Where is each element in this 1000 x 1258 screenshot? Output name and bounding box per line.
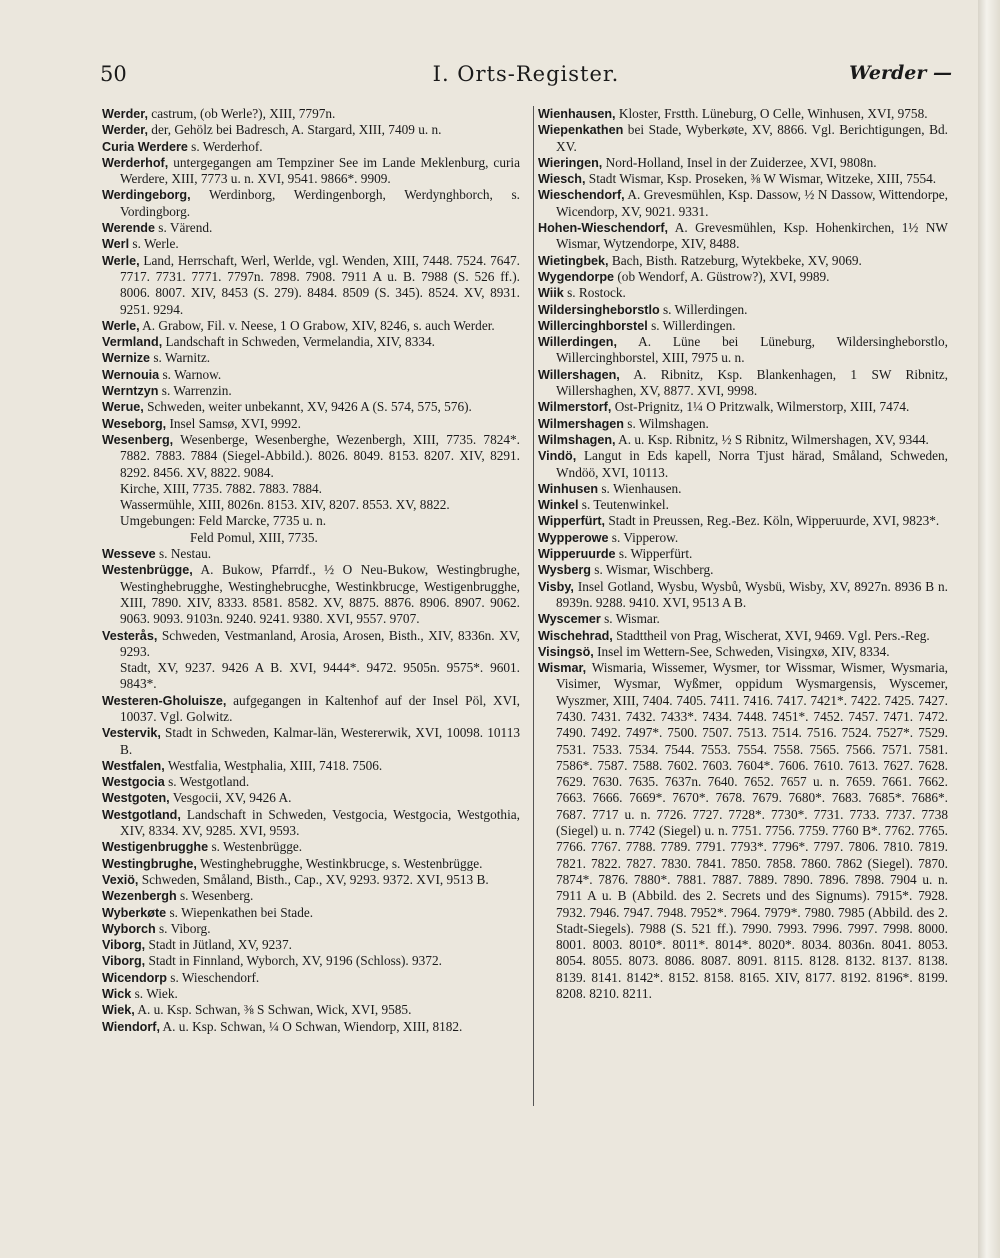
entry-text: A. Grevesmühlen, Ksp. Hohenkirchen, 1½ NW Wismar, Wytzendorpe, XIV, 8488. [556, 220, 948, 252]
register-entry [102, 432, 520, 481]
entry-text: A. Lüne bei Lüneburg, Wildersingheborstlo, Willercinghborstel, XIII, 7975 u. n. [556, 334, 948, 366]
entry-headword: Werder, [102, 107, 148, 121]
running-head: Werder — [849, 62, 952, 84]
entry-text: A. u. Ksp. Ribnitz, ½ S Ribnitz, Wilmershagen, XV, 9344. [615, 431, 929, 447]
entry-text: Umgebungen: Feld Marcke, 7735 u. n. [120, 513, 327, 529]
entry-text: Feld Pomul, XIII, 7735. [190, 529, 318, 545]
entry-headword: Westigenbrugghe [102, 840, 209, 855]
entry-text: s. Rostock. [563, 285, 626, 301]
register-entry [102, 1019, 520, 1035]
page-header [100, 62, 952, 96]
entry-text: s. Wieschendorf. [166, 969, 260, 985]
register-entry [538, 579, 948, 612]
page-number: 50 [100, 62, 127, 86]
entry-text: s. Willerdingen. [647, 317, 736, 333]
entry-text: s. Warnow. [159, 366, 222, 382]
entry-headword: Wick [102, 987, 132, 1002]
left-column [102, 106, 520, 1035]
entry-headword: Wiek, [102, 1003, 135, 1018]
register-entry [102, 758, 520, 774]
register-entry [102, 253, 520, 318]
register-entry [538, 432, 948, 448]
entry-headword: Werle, [102, 318, 140, 333]
register-entry [102, 986, 520, 1002]
register-entry [102, 350, 520, 366]
entry-text: s. Wismar, Wischberg. [590, 562, 714, 578]
register-entry [538, 269, 948, 285]
entry-headword: Wysberg [538, 563, 591, 578]
register-entry [102, 416, 520, 432]
register-entry [102, 383, 520, 399]
entry-headword: Werende [102, 221, 155, 236]
register-entry [102, 660, 520, 693]
entry-text: Landschaft in Schweden, Vermelandia, XIV, 8334. [162, 334, 435, 350]
register-entry [102, 807, 520, 840]
right-column [538, 106, 948, 1002]
entry-text: Westinghebrugghe, Westinkbrucge, s. Westenbrügge. [196, 855, 483, 871]
register-entry [102, 921, 520, 937]
page-edge [978, 0, 1000, 1258]
entry-headword: Vestervik, [102, 726, 161, 741]
entry-text: Schweden, weiter unbekannt, XV, 9426 A (S. 574, 575, 576). [143, 399, 472, 415]
column-divider [533, 106, 534, 1106]
register-entry [538, 628, 948, 644]
entry-text: bei Stade, Wyberkøte, XV, 8866. Vgl. Berichtigungen, Bd. XV. [556, 122, 948, 154]
entry-text: s. Westenbrügge. [208, 839, 303, 855]
entry-headword: Wieschendorf, [538, 188, 625, 203]
entry-text: Insel im Wettern-See, Schweden, Visingxø, XIV, 8334. [593, 643, 890, 659]
entry-text: Insel Samsø, XVI, 9992. [166, 415, 301, 431]
register-entry [538, 187, 948, 220]
register-entry [538, 106, 948, 122]
register-entry [538, 399, 948, 415]
entry-headword: Werle, [102, 253, 140, 268]
entry-text: Kloster, Frstth. Lüneburg, O Celle, Winhusen, XVI, 9758. [615, 106, 928, 121]
entry-text: s. Wismar. [600, 611, 660, 627]
entry-headword: Wyscemer [538, 612, 601, 627]
entry-headword: Westenbrügge, [102, 563, 193, 578]
entry-text: s. Värend. [154, 220, 213, 236]
entry-headword: Wesenberg, [102, 432, 174, 447]
register-entry [102, 562, 520, 627]
entry-headword: Westgoten, [102, 791, 170, 806]
entry-headword: Weseborg, [102, 416, 167, 431]
entry-text: s. Werderhof. [187, 138, 263, 154]
register-entry [102, 220, 520, 236]
entry-text: s. Werle. [129, 236, 179, 252]
register-entry [538, 367, 948, 400]
entry-text: Insel Gotland, Wysbu, Wysbů, Wysbü, Wisby, XV, 8927n. 8936 B n. 8939n. 9288. 9410. XVI, 9513 A B. [556, 578, 948, 610]
entry-headword: Wildersingheborstlo [538, 302, 660, 317]
entry-headword: Wiesch, [538, 172, 586, 187]
register-entry [538, 220, 948, 253]
register-entry [538, 416, 948, 432]
register-entry [102, 497, 520, 513]
register-entry [102, 513, 520, 529]
entry-headword: Werue, [102, 400, 144, 415]
register-entry [102, 839, 520, 855]
entry-headword: Winkel [538, 498, 579, 513]
register-entry [102, 122, 520, 138]
entry-text: Langut in Eds kapell, Norra Tjust härad, Småland, Schweden, Wndöö, XVI, 10113. [556, 448, 948, 480]
register-entry [102, 155, 520, 188]
register-entry [102, 367, 520, 383]
entry-headword: Viborg, [102, 938, 146, 953]
register-entry [102, 399, 520, 415]
entry-headword: Wipperuurde [538, 547, 616, 562]
register-entry [102, 953, 520, 969]
entry-headword: Werntzyn [102, 384, 159, 399]
entry-headword: Westeren-Gholuisze, [102, 693, 227, 708]
entry-headword: Wesseve [102, 547, 156, 562]
entry-text: Bach, Bisth. Ratzeburg, Wytekbeke, XV, 9069. [608, 252, 862, 268]
entry-text: s. Warnitz. [150, 350, 211, 366]
entry-text: s. Wiepenkathen bei Stade. [166, 904, 314, 920]
entry-text: castrum, (ob Werle?), XIII, 7797n. [147, 106, 336, 121]
register-entry [102, 774, 520, 790]
entry-text: Nord-Holland, Insel in der Zuiderzee, XVI, 9808n. [602, 154, 877, 170]
register-entry [538, 513, 948, 529]
entry-headword: Werderhof, [102, 155, 169, 170]
entry-headword: Wyborch [102, 921, 156, 936]
entry-headword: Curia Werdere [102, 139, 188, 154]
entry-text: s. Westgotland. [164, 774, 250, 790]
entry-headword: Willerdingen, [538, 335, 617, 350]
register-entry [538, 530, 948, 546]
entry-headword: Westfalen, [102, 758, 165, 773]
entry-headword: Wieringen, [538, 155, 603, 170]
entry-text: Wassermühle, XIII, 8026n. 8153. XIV, 8207. 8553. XV, 8822. [120, 497, 450, 513]
entry-headword: Wilmershagen [538, 416, 624, 431]
entry-headword: Vindö, [538, 449, 577, 464]
section-title: I. Orts-Register. [432, 62, 620, 86]
register-entry [538, 122, 948, 155]
entry-headword: Wienhausen, [538, 107, 616, 121]
register-entry [538, 334, 948, 367]
entry-text: s. Wienhausen. [598, 480, 682, 496]
entry-headword: Visby, [538, 579, 574, 594]
entry-text: untergegangen am Tempziner See im Lande Meklenburg, curia Werdere, XIII, 7773 u. n. XVI, 9541. 9866*. 9909. [120, 154, 520, 187]
register-entry [102, 530, 520, 546]
register-entry [102, 905, 520, 921]
entry-text: A. u. Ksp. Schwan, ⅜ S Schwan, Wick, XVI, 9585. [134, 1002, 412, 1018]
entry-text: Wesenberge, Wesenberghe, Wezenbergh, XIII, 7735. 7824*. 7882. 7883. 7884 (Siegel-Abbild.). 8026. 8049. 8153. 8207. XIV, 8291. 8292. 8456. XV, 8822. 9084. [120, 431, 520, 480]
entry-headword: Westgocia [102, 775, 165, 790]
register-entry [102, 937, 520, 953]
entry-headword: Vesterås, [102, 628, 158, 643]
register-entry [102, 334, 520, 350]
entry-text: Stadt in Jütland, XV, 9237. [145, 937, 292, 953]
entry-headword: Wezenbergh [102, 889, 177, 904]
register-entry [102, 546, 520, 562]
entry-text: s. Teutenwinkel. [578, 497, 669, 513]
entry-text: s. Viborg. [155, 920, 211, 936]
entry-text: Werdinborg, Werdingenborgh, Werdynghborch, s. Vordingborg. [120, 187, 520, 219]
entry-headword: Werder, [102, 123, 148, 138]
entry-text: Stadt, XV, 9237. 9426 A B. XVI, 9444*. 9472. 9505n. 9575*. 9601. 9843*. [120, 660, 520, 692]
register-entry [102, 139, 520, 155]
entry-headword: Wiepenkathen [538, 123, 624, 138]
entry-text: s. Wesenberg. [176, 888, 254, 904]
entry-text: s. Wiek. [131, 986, 178, 1002]
entry-headword: Vermland, [102, 335, 163, 350]
entry-text: Schweden, Vestmanland, Arosia, Arosen, Bisth., XIV, 8336n. XV, 9293. [120, 627, 520, 659]
entry-headword: Willershagen, [538, 367, 620, 382]
register-entry [102, 236, 520, 252]
entry-headword: Wicendorp [102, 970, 167, 985]
entry-headword: Hohen-Wieschendorf, [538, 221, 669, 236]
register-entry [538, 660, 948, 1002]
entry-headword: Visingsö, [538, 644, 594, 659]
entry-headword: Wyberkøte [102, 905, 167, 920]
register-entry [102, 187, 520, 220]
entry-text: s. Wilmshagen. [623, 415, 709, 431]
register-entry [538, 448, 948, 481]
register-entry [102, 693, 520, 726]
entry-text: Westfalia, Westphalia, XIII, 7418. 7506. [164, 757, 383, 773]
entry-headword: Westingbrughe, [102, 856, 197, 871]
register-entry [102, 888, 520, 904]
register-entry [538, 481, 948, 497]
register-entry [102, 790, 520, 806]
entry-text: A. u. Ksp. Schwan, ¼ O Schwan, Wiendorp, XIII, 8182. [159, 1018, 463, 1034]
entry-text: Stadt Wismar, Ksp. Proseken, ⅜ W Wismar, Witzeke, XIII, 7554. [585, 171, 937, 187]
register-entry [102, 481, 520, 497]
entry-text: Landschaft in Schweden, Vestgocia, Westgocia, Westgothia, XIV, 8334. XV, 9285. XVI, 9593. [120, 806, 520, 839]
entry-text: Kirche, XIII, 7735. 7882. 7883. 7884. [120, 480, 323, 496]
register-entry [538, 497, 948, 513]
entry-text: s. Vipperow. [608, 529, 679, 545]
register-entry [538, 611, 948, 627]
entry-text: aufgegangen in Kaltenhof auf der Insel Pöl, XVI, 10037. Vgl. Golwitz. [120, 692, 520, 724]
entry-headword: Wilmshagen, [538, 432, 616, 447]
entry-headword: Wiik [538, 286, 564, 301]
entry-headword: Werdingeborg, [102, 188, 191, 203]
entry-text: (ob Wendorf, A. Güstrow?), XVI, 9989. [614, 268, 830, 284]
entry-text: Wismaria, Wissemer, Wysmer, tor Wissmar, Wismer, Wysmaria, Visimer, Wysmar, Wyßmer, oppidum Wysmargensis, Wyscemer, Wyszmer, XIII, 7404. 7405. 7411. 7416. 7417. 7421*. 7422. 7425. 7427. 7430. 7431. 7432. 7433*. 7434. 7448. 7451*. 7452. 7457. 7471. 7472. 7490. 7492. 7497*. 7500. 7507. 7513. 7514. 7516. 7524. 7527*. 7529. 7531. 7533. 7534. 7544. 7553. 7554. 7558. 7565. 7566. 7571. 7581. 7586*. 7587. 7588. 7602. 7603. 7604*. 7606. 7610. 7613. 7627. 7628. 7629. 7630. 7635. 7637n. 7640. 7652. 7657 u. n. 7659. 7661. 7662. 7663. 7666. 7669*. 7670*. 7678. 7679. 7680*. 7683. 7685*. 7686*. 7687. 7717 u. n. 7726. 7727. 7728*. 7730*. 7731. 7733. 7737. 7738 (Siegel) u. n. 7742 (Siegel) u. n. 7751. 7756. 7759. 7760 B*. 7762. 7765. 7766. 7767. 7788. 7789. 7791. 7793*. 7796*. 7797. 7806. 7810. 7819. 7821. 7822. 7827. 7830. 7841. 7850. 7858. 7860. 7862 (Siegel). 7870. 7874*. 7876. 7880*. 7881. 7887. 7889. 7890. 7896. 7898. 7904 u. n. 7911 A u. B (Abbild. des 2. Secrets und des Signums). 7915*. 7928. 7932. 7946. 7947. 7948. 7952*. 7964. 7979*. 7980. 7985 (Abbild. des 2. Stadt-Siegels). 7988 (S. 521 ff.). 7990. 7993. 7996. 7997. 7998. 8000. 8001. 8003. 8010*. 8011*. 8014*. 8020*. 8034. 8036n. 8041. 8053. 8054. 8055. 8073. 8086. 8087. 8091. 8115. 8128. 8132. 8137. 8138. 8139. 8141. 8142*. 8152. 8158. 8165. XIV, 8177. 8192. 8196*. 8199. 8208. 8210. 8211. [556, 660, 948, 1002]
register-entry [538, 285, 948, 301]
entry-headword: Wipperfürt, [538, 514, 606, 529]
entry-headword: Vexiö, [102, 872, 139, 887]
entry-headword: Westgotland, [102, 807, 181, 822]
entry-headword: Wismar, [538, 661, 587, 676]
entry-text: Ost-Prignitz, 1¼ O Pritzwalk, Wilmerstorp, XIII, 7474. [611, 399, 910, 415]
register-entry [538, 171, 948, 187]
register-entry [102, 1002, 520, 1018]
entry-text: Schweden, Småland, Bisth., Cap., XV, 9293. 9372. XVI, 9513 B. [138, 871, 489, 887]
entry-text: A. Grabow, Fil. v. Neese, 1 O Grabow, XIV, 8246, s. auch Werder. [139, 317, 495, 333]
entry-headword: Wernouia [102, 367, 160, 382]
entry-headword: Wilmerstorf, [538, 400, 612, 415]
entry-headword: Wernize [102, 351, 151, 366]
entry-text: s. Wipperfürt. [615, 546, 693, 562]
entry-text: s. Willerdingen. [659, 301, 748, 317]
entry-text: der, Gehölz bei Badresch, A. Stargard, XIII, 7409 u. n. [147, 122, 442, 138]
entry-text: A. Bukow, Pfarrdf., ½ O Neu-Bukow, Westingbrughe, Westinghebrugghe, Westinghebrucghe, Westinkbrucge, Westigenbrugghe, XIII, 7890. XIV, 8333. 8581. 8582. XV, 8875. 8876. 8906. 8907. 9062. 9063. 9093. 9103n. 9240. 9241. 9380. XVI, 9557. 9707. [120, 562, 520, 627]
register-entry [538, 302, 948, 318]
entry-text: A. Grevesmühlen, Ksp. Dassow, ½ N Dassow, Wittendorpe, Wicendorp, XV, 9021. 9331. [556, 187, 948, 219]
entry-text: Stadt in Preussen, Reg.-Bez. Köln, Wipperuurde, XVI, 9823*. [605, 513, 940, 529]
entry-headword: Winhusen [538, 481, 599, 496]
register-entry [538, 318, 948, 334]
entry-text: s. Warrenzin. [158, 383, 232, 399]
register-entry [102, 725, 520, 758]
entry-headword: Werl [102, 237, 130, 252]
entry-headword: Viborg, [102, 954, 146, 969]
register-entry [102, 628, 520, 661]
entry-text: s. Nestau. [155, 546, 212, 562]
register-entry [538, 562, 948, 578]
entry-text: Stadt in Schweden, Kalmar-län, Westererwik, XVI, 10098. 10113 B. [120, 725, 520, 757]
entry-text: Stadttheil von Prag, Wischerat, XVI, 9469. Vgl. Pers.-Reg. [612, 627, 930, 643]
entry-headword: Wiendorf, [102, 1019, 160, 1034]
register-entry [538, 155, 948, 171]
register-entry [538, 253, 948, 269]
entry-headword: Wietingbek, [538, 253, 609, 268]
entry-text: Stadt in Finnland, Wyborch, XV, 9196 (Schloss). 9372. [145, 953, 442, 969]
register-entry [102, 970, 520, 986]
register-entry [538, 644, 948, 660]
register-entry [102, 106, 520, 122]
entry-headword: Willercinghborstel [538, 318, 648, 333]
entry-headword: Wygendorpe [538, 269, 615, 284]
entry-headword: Wischehrad, [538, 628, 613, 643]
register-entry [102, 872, 520, 888]
register-entry [102, 318, 520, 334]
entry-headword: Wypperowe [538, 530, 609, 545]
entry-text: A. Ribnitz, Ksp. Blankenhagen, 1 SW Ribnitz, Willershaghen, XV, 8877. XVI, 9998. [556, 366, 948, 399]
register-entry [102, 856, 520, 872]
entry-text: Vesgocii, XV, 9426 A. [169, 790, 292, 806]
register-entry [538, 546, 948, 562]
entry-text: Land, Herrschaft, Werl, Werlde, vgl. Wenden, XIII, 7448. 7524. 7647. 7717. 7731. 7771. 7797n. 7898. 7908. 7911 A u. B. 7988 (S. 526 ff.). 8006. 8007. XIV, 8453 (S. 279). 8484. 8509 (S. 345). 8524. XV, 8931. 9251. 9294. [120, 252, 520, 317]
